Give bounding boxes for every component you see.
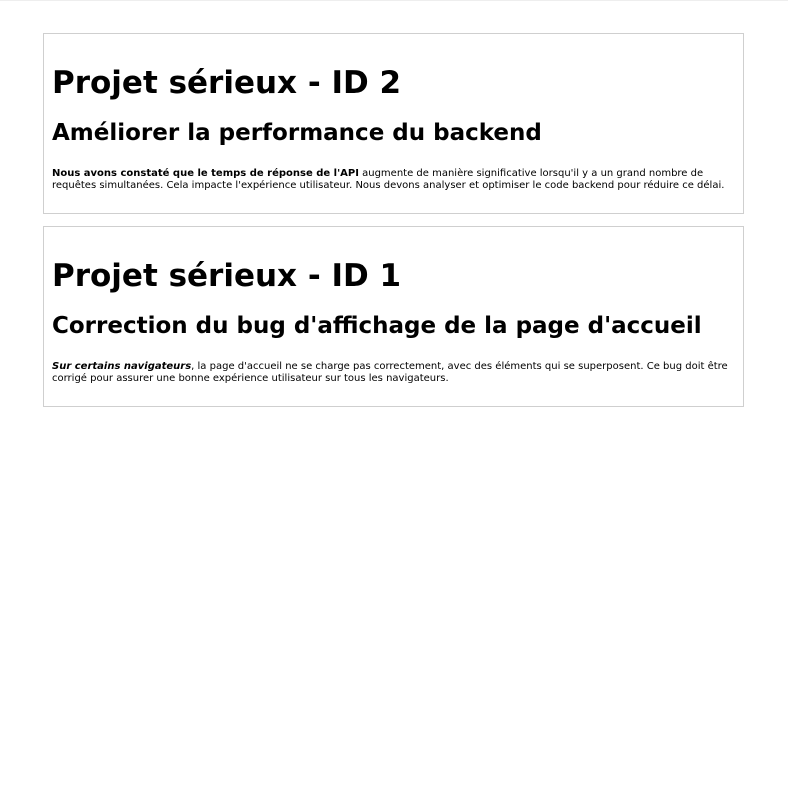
description-rest: , la page d'accueil ne se charge pas correctement, avec des éléments qui se superposent. Ce bug doit être corrigé pour assurer une bonne expérience utilisateur sur tous les navigateurs. bbox=[52, 361, 728, 384]
description-lead-bold: Nous avons constaté que le temps de réponse de l'API bbox=[52, 168, 359, 179]
project-description bbox=[52, 168, 735, 192]
project-description bbox=[52, 361, 735, 385]
top-divider bbox=[0, 0, 788, 1]
project-title: Projet sérieux - ID 1 bbox=[52, 258, 402, 294]
project-subtitle: Correction du bug d'affichage de la page d'accueil bbox=[52, 313, 702, 339]
description-lead-bold-italic: Sur certains navigateurs bbox=[52, 361, 192, 372]
project-list bbox=[43, 33, 744, 419]
description-rest: augmente de manière significative lorsqu'il y a un grand nombre de requêtes simultanées. Cela impacte l'expérience utilisateur. Nous devons analyser et optimiser le code backend pour réduire ce délai. bbox=[52, 168, 725, 191]
project-card-id-1 bbox=[43, 226, 744, 407]
project-card-id-2 bbox=[43, 33, 744, 214]
project-title: Projet sérieux - ID 2 bbox=[52, 65, 402, 101]
project-subtitle: Améliorer la performance du backend bbox=[52, 120, 542, 146]
